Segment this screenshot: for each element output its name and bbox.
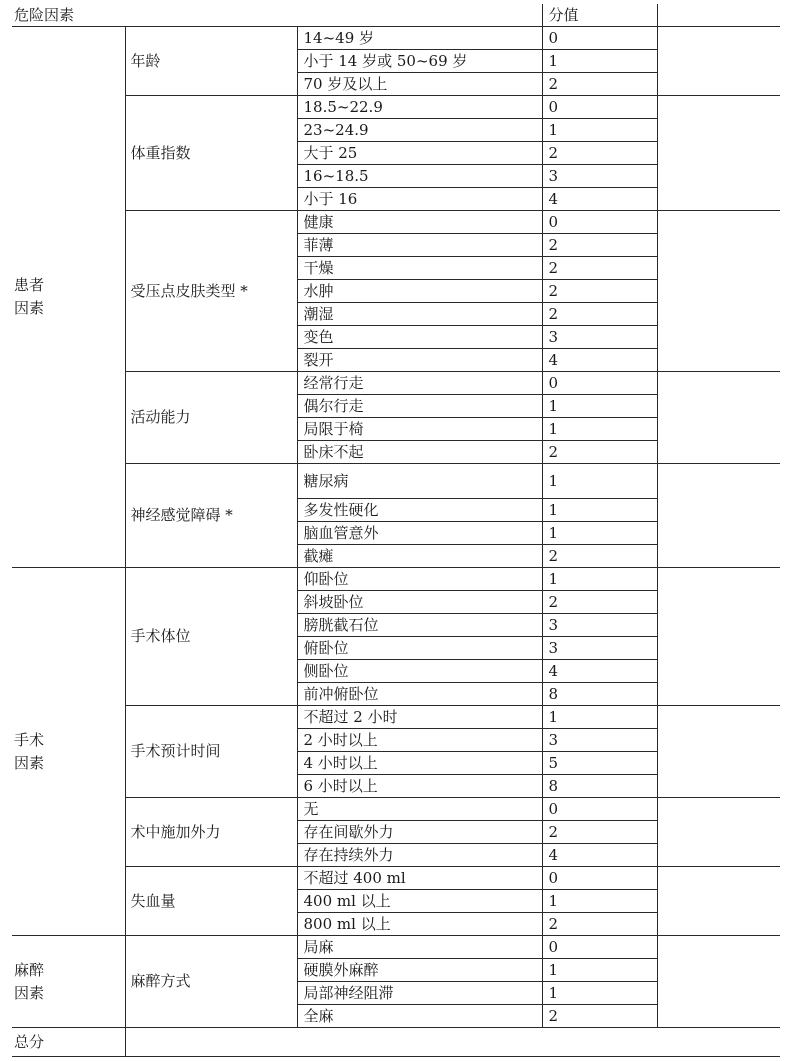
item-label: 干燥: [297, 257, 542, 280]
item-label: 无: [297, 798, 542, 821]
item-score: 3: [542, 729, 657, 752]
item-label: 俯卧位: [297, 637, 542, 660]
section-label: 手术 因素: [12, 568, 125, 936]
item-score: 1: [542, 890, 657, 913]
item-label: 局麻: [297, 936, 542, 959]
item-score: 0: [542, 27, 657, 50]
item-label: 大于 25: [297, 142, 542, 165]
item-score: 2: [542, 303, 657, 326]
item-score: 2: [542, 257, 657, 280]
item-score: 3: [542, 637, 657, 660]
item-score: 2: [542, 913, 657, 936]
table-row: [12, 568, 780, 591]
group-label: 麻醉方式: [125, 936, 297, 1028]
item-label: 14~49 岁: [297, 27, 542, 50]
item-label: 菲薄: [297, 234, 542, 257]
item-score: 2: [542, 1005, 657, 1028]
group-label: 术中施加外力: [125, 798, 297, 867]
item-score: 0: [542, 211, 657, 234]
item-label: 仰卧位: [297, 568, 542, 591]
item-label: 小于 16: [297, 188, 542, 211]
blank-cell: [657, 27, 780, 96]
item-score: 0: [542, 936, 657, 959]
item-label: 裂开: [297, 349, 542, 372]
section-label: 麻醉 因素: [12, 936, 125, 1028]
item-score: 3: [542, 165, 657, 188]
item-label: 局部神经阻滞: [297, 982, 542, 1005]
table-row: [12, 706, 780, 729]
item-score: 1: [542, 982, 657, 1005]
item-label: 4 小时以上: [297, 752, 542, 775]
item-score: 1: [542, 959, 657, 982]
item-score: 1: [542, 464, 657, 499]
total-value-cell: [125, 1028, 780, 1057]
item-label: 经常行走: [297, 372, 542, 395]
item-score: 2: [542, 280, 657, 303]
item-label: 不超过 400 ml: [297, 867, 542, 890]
item-score: 0: [542, 96, 657, 119]
item-label: 不超过 2 小时: [297, 706, 542, 729]
item-label: 侧卧位: [297, 660, 542, 683]
group-label: 受压点皮肤类型 *: [125, 211, 297, 372]
table-row: [12, 867, 780, 890]
blank-cell: [657, 464, 780, 568]
header-score: 分值: [542, 4, 657, 27]
table-row: [12, 372, 780, 395]
group-label: 手术体位: [125, 568, 297, 706]
item-score: 0: [542, 867, 657, 890]
item-label: 存在持续外力: [297, 844, 542, 867]
item-label: 多发性硬化: [297, 499, 542, 522]
item-label: 存在间歇外力: [297, 821, 542, 844]
item-score: 2: [542, 441, 657, 464]
table-row: [12, 936, 780, 959]
item-label: 健康: [297, 211, 542, 234]
header-blank: [657, 4, 780, 27]
table-row: [12, 211, 780, 234]
item-label: 硬膜外麻醉: [297, 959, 542, 982]
item-score: 1: [542, 119, 657, 142]
item-score: 3: [542, 614, 657, 637]
item-score: 0: [542, 372, 657, 395]
item-label: 23~24.9: [297, 119, 542, 142]
item-label: 卧床不起: [297, 441, 542, 464]
blank-cell: [657, 936, 780, 1028]
blank-cell: [657, 211, 780, 372]
item-score: 2: [542, 545, 657, 568]
blank-cell: [657, 96, 780, 211]
item-score: 8: [542, 683, 657, 706]
group-label: 神经感觉障碍 *: [125, 464, 297, 568]
total-label: 总分: [12, 1028, 125, 1057]
item-score: 1: [542, 418, 657, 441]
item-label: 800 ml 以上: [297, 913, 542, 936]
item-label: 400 ml 以上: [297, 890, 542, 913]
item-score: 2: [542, 591, 657, 614]
item-label: 前冲俯卧位: [297, 683, 542, 706]
group-label: 年龄: [125, 27, 297, 96]
item-label: 水肿: [297, 280, 542, 303]
risk-score-table: [12, 4, 780, 1057]
group-label: 手术预计时间: [125, 706, 297, 798]
item-label: 糖尿病: [297, 464, 542, 499]
item-score: 1: [542, 395, 657, 418]
item-score: 4: [542, 660, 657, 683]
item-score: 1: [542, 568, 657, 591]
item-score: 1: [542, 50, 657, 73]
item-label: 截瘫: [297, 545, 542, 568]
blank-cell: [657, 706, 780, 798]
group-label: 活动能力: [125, 372, 297, 464]
item-score: 5: [542, 752, 657, 775]
item-score: 4: [542, 188, 657, 211]
item-label: 斜坡卧位: [297, 591, 542, 614]
table-row: [12, 464, 780, 499]
item-label: 18.5~22.9: [297, 96, 542, 119]
table-row: [12, 27, 780, 50]
item-label: 6 小时以上: [297, 775, 542, 798]
blank-cell: [657, 798, 780, 867]
item-label: 70 岁及以上: [297, 73, 542, 96]
risk-score-table-body: [12, 4, 780, 1057]
item-label: 膀胱截石位: [297, 614, 542, 637]
item-score: 2: [542, 234, 657, 257]
group-label: 体重指数: [125, 96, 297, 211]
item-score: 8: [542, 775, 657, 798]
item-label: 潮湿: [297, 303, 542, 326]
item-label: 小于 14 岁或 50~69 岁: [297, 50, 542, 73]
item-label: 16~18.5: [297, 165, 542, 188]
item-label: 2 小时以上: [297, 729, 542, 752]
table-row: [12, 798, 780, 821]
item-score: 2: [542, 142, 657, 165]
item-label: 脑血管意外: [297, 522, 542, 545]
item-score: 3: [542, 326, 657, 349]
table-row: [12, 96, 780, 119]
risk-score-table-container: [12, 4, 780, 1057]
total-row: [12, 1028, 780, 1057]
item-score: 0: [542, 798, 657, 821]
item-label: 偶尔行走: [297, 395, 542, 418]
item-label: 变色: [297, 326, 542, 349]
item-score: 2: [542, 821, 657, 844]
item-score: 1: [542, 499, 657, 522]
item-score: 4: [542, 349, 657, 372]
blank-cell: [657, 372, 780, 464]
item-score: 1: [542, 522, 657, 545]
header-row: [12, 4, 780, 27]
item-score: 1: [542, 706, 657, 729]
header-factor: 危险因素: [12, 4, 542, 27]
section-label: 患者 因素: [12, 27, 125, 568]
item-label: 全麻: [297, 1005, 542, 1028]
item-score: 4: [542, 844, 657, 867]
item-score: 2: [542, 73, 657, 96]
blank-cell: [657, 867, 780, 936]
blank-cell: [657, 568, 780, 706]
item-label: 局限于椅: [297, 418, 542, 441]
group-label: 失血量: [125, 867, 297, 936]
